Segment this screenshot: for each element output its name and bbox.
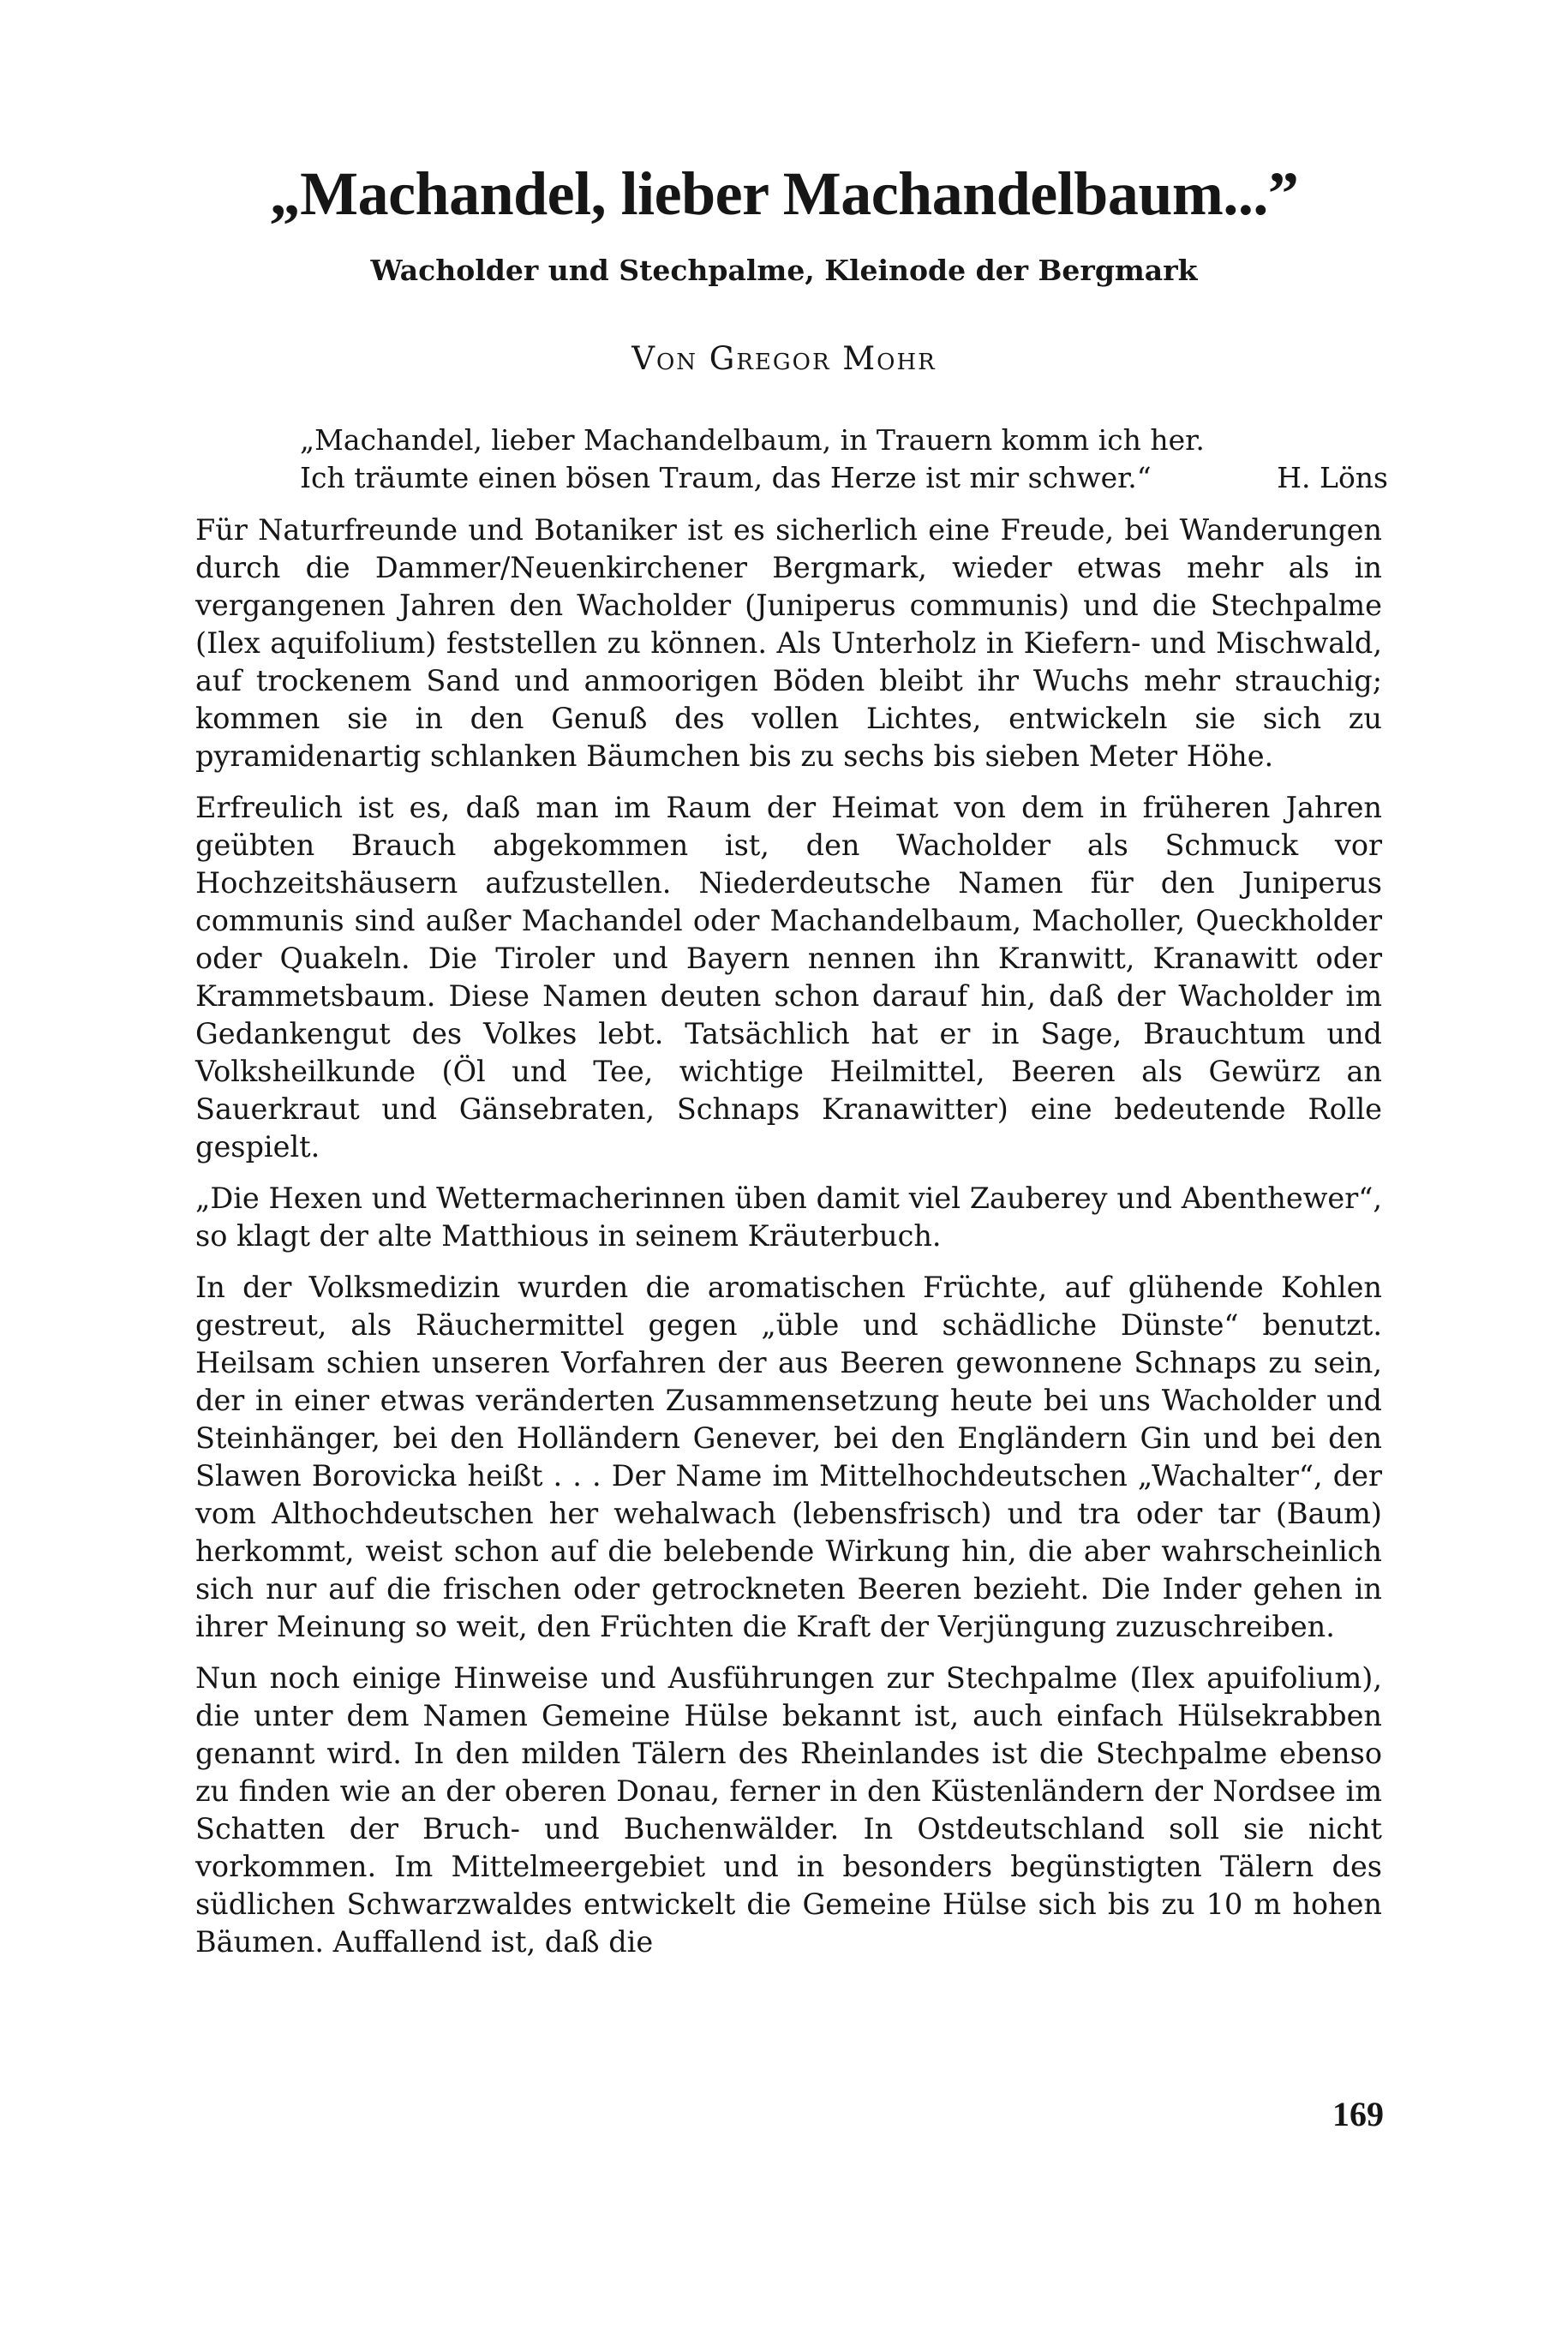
motto-quote (300, 422, 1388, 497)
motto-line-1: „Machandel, lieber Machandelbaum, in Trauern komm ich her. (300, 423, 1205, 457)
paragraph: Erfreulich ist es, daß man im Raum der Heimat von dem in früheren Jahren geübten Brauch abgekommen ist, den Wacholder als Schmuck vor Hochzeitshäusern aufzustellen. Niederdeutsche Namen für den Juniperus communis sind außer Machandel oder Machandelbaum, Macholler, Queckholder oder Quakeln. Die Tiroler und Bayern nennen ihn Kranwitt, Kranawitt oder Krammetsbaum. Diese Namen deuten schon darauf hin, daß der Wacholder im Gedankengut des Volkes lebt. Tatsächlich hat er in Sage, Brauchtum und Volksheilkunde (Öl und Tee, wichtige Heilmittel, Beeren als Gewürz an Sauerkraut und Gänsebraten, Schnaps Kranawitter) eine bedeutende Rolle gespielt. (195, 791, 1382, 1164)
article-title: „Machandel, lieber Machandelbaum...” (269, 159, 1299, 228)
article-author: Von Gregor Mohr (631, 340, 937, 377)
paragraph: Nun noch einige Hinweise und Ausführungen zur Stechpalme (Ilex apuifolium), die unter dem Namen Gemeine Hülse bekannt ist, auch einfach Hülsekrabben genannt wird. In den milden Tälern des Rheinlandes ist die Stechpalme ebenso zu finden wie an der oberen Donau, ferner in den Küstenländern der Nordsee im Schatten der Bruch- und Buchenwälder. In Ostdeutschland soll sie nicht vorkommen. Im Mittelmeergebiet und in besonders begünstigten Tälern des südlichen Schwarzwaldes entwickelt die Gemeine Hülse sich bis zu 10 m hohen Bäumen. Auffallend ist, daß die (195, 1661, 1382, 1959)
motto-source: H. Löns (1277, 461, 1388, 494)
page-number: 169 (1332, 2095, 1384, 2133)
article-subtitle: Wacholder und Stechpalme, Kleinode der Bergmark (370, 254, 1198, 287)
paragraph: Für Naturfreunde und Botaniker ist es sicherlich eine Freude, bei Wanderungen durch die Dammer/Neuenkirchener Bergmark, wieder etwas mehr als in vergangenen Jahren den Wacholder (Juniperus communis) und die Stechpalme (Ilex aquifolium) feststellen zu können. Als Unterholz in Kiefern- und Mischwald, auf trockenem Sand und anmoorigen Böden bleibt ihr Wuchs mehr strauchig; kommen sie in den Genuß des vollen Lichtes, entwickeln sie sich zu pyramidenartig schlanken Bäumchen bis zu sechs bis sieben Meter Höhe. (195, 513, 1382, 773)
article-body (195, 511, 1382, 1975)
paragraph: „Die Hexen und Wettermacherinnen üben damit viel Zauberey und Abenthewer“, so klagt der alte Matthious in seinem Kräuterbuch. (195, 1181, 1382, 1253)
motto-line-2: Ich träumte einen bösen Traum, das Herze ist mir schwer.“ (300, 461, 1152, 494)
paragraph: In der Volksmedizin wurden die aromatischen Früchte, auf glühende Kohlen gestreut, als Räuchermittel gegen „üble und schädliche Dünste“ benutzt. Heilsam schien unseren Vorfahren der aus Beeren gewonnene Schnaps zu sein, der in einer etwas veränderten Zusammensetzung heute bei uns Wacholder und Steinhänger, bei den Holländern Genever, bei den Engländern Gin und bei den Slawen Borovicka heißt . . . Der Name im Mittelhochdeutschen „Wachalter“, der vom Althochdeutschen her wehalwach (lebensfrisch) und tra oder tar (Baum) herkommt, weist schon auf die belebende Wirkung hin, die aber wahrscheinlich sich nur auf die frischen oder getrockneten Beeren bezieht. Die Inder gehen in ihrer Meinung so weit, den Früchten die Kraft der Verjüngung zuzuschreiben. (195, 1271, 1382, 1643)
